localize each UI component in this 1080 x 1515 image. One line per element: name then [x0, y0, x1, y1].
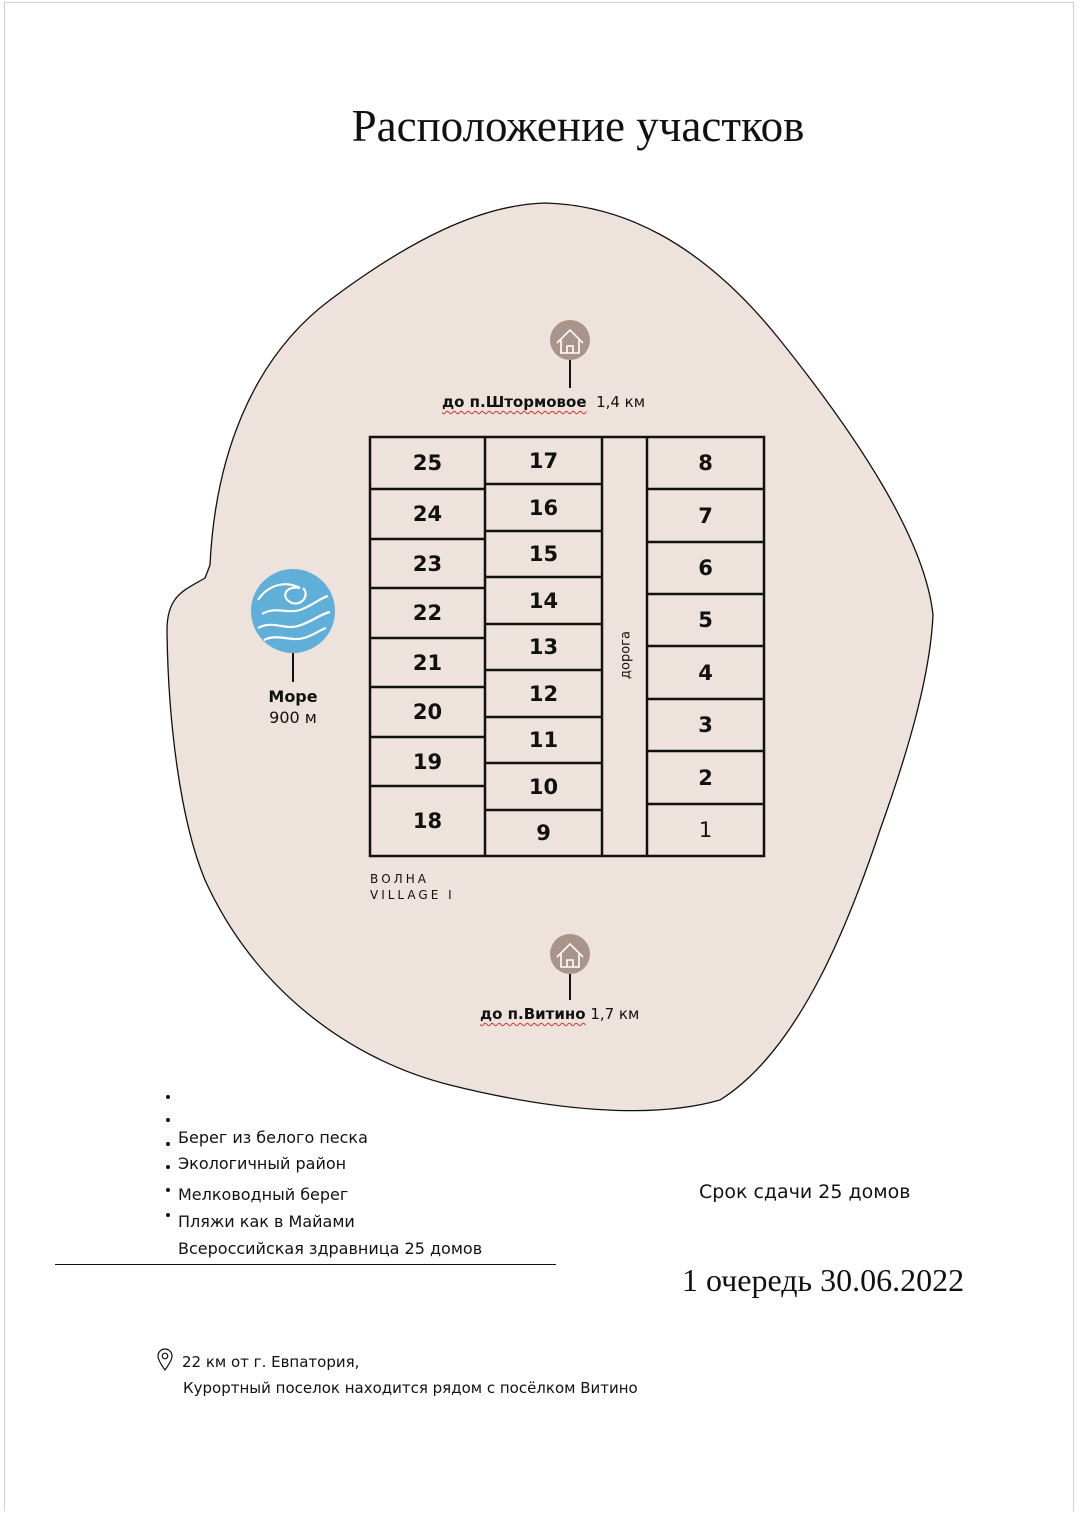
plot-2: 2: [698, 765, 713, 790]
road-label: дорога: [618, 631, 634, 679]
plot-3: 3: [698, 713, 713, 737]
page-title: Расположение участков: [351, 101, 805, 151]
plot-25: 25: [412, 451, 443, 475]
brand-logo: [370, 871, 455, 903]
south-distance: 1,7 км: [590, 1005, 640, 1023]
plot-23: 23: [412, 551, 443, 576]
plot-24: 24: [412, 502, 443, 526]
divider: [55, 1264, 556, 1265]
plot-13: 13: [528, 635, 559, 659]
plot-8: 8: [698, 451, 713, 475]
plot-16: 16: [528, 495, 559, 520]
plot-11: 11: [528, 728, 559, 752]
deadline-date: 1 очередь 30.06.2022: [682, 1262, 965, 1298]
plot-20: 20: [412, 700, 443, 724]
north-distance-label: [442, 393, 645, 411]
plot-5: 5: [698, 608, 713, 632]
north-place: до п.Штормовое: [442, 393, 587, 411]
plot-1: 1: [698, 818, 713, 842]
south-distance-label: [480, 1005, 639, 1023]
plot-19: 19: [412, 749, 443, 774]
north-distance: 1,4 км: [596, 393, 646, 411]
plot-7: 7: [698, 503, 713, 528]
plot-21: 21: [412, 650, 443, 675]
plot-17: 17: [528, 448, 559, 473]
brand-line1: ВОЛНА: [370, 872, 429, 886]
plot-22: 22: [412, 601, 443, 625]
sea-distance: 900 м: [269, 708, 317, 727]
plot-9: 9: [536, 821, 551, 845]
sea-name: Море: [268, 687, 318, 706]
brand-line2: VILLAGE I: [370, 888, 455, 902]
location-pin-icon: [156, 1348, 174, 1372]
plot-4: 4: [698, 660, 713, 685]
plot-10: 10: [528, 774, 559, 799]
plot-15: 15: [528, 542, 559, 566]
plot-6: 6: [698, 556, 713, 580]
south-place: до п.Витино: [480, 1005, 586, 1023]
deadline-label: Срок сдачи 25 домов: [699, 1181, 911, 1203]
plot-14: 14: [528, 588, 559, 613]
plot-18: 18: [412, 809, 443, 833]
plot-12: 12: [528, 681, 559, 706]
address-line1: 22 км от г. Евпатория,: [182, 1353, 360, 1371]
address-line2: Курортный поселок находится рядом с посёлком Витино: [183, 1379, 638, 1397]
sea-label: [268, 686, 317, 728]
